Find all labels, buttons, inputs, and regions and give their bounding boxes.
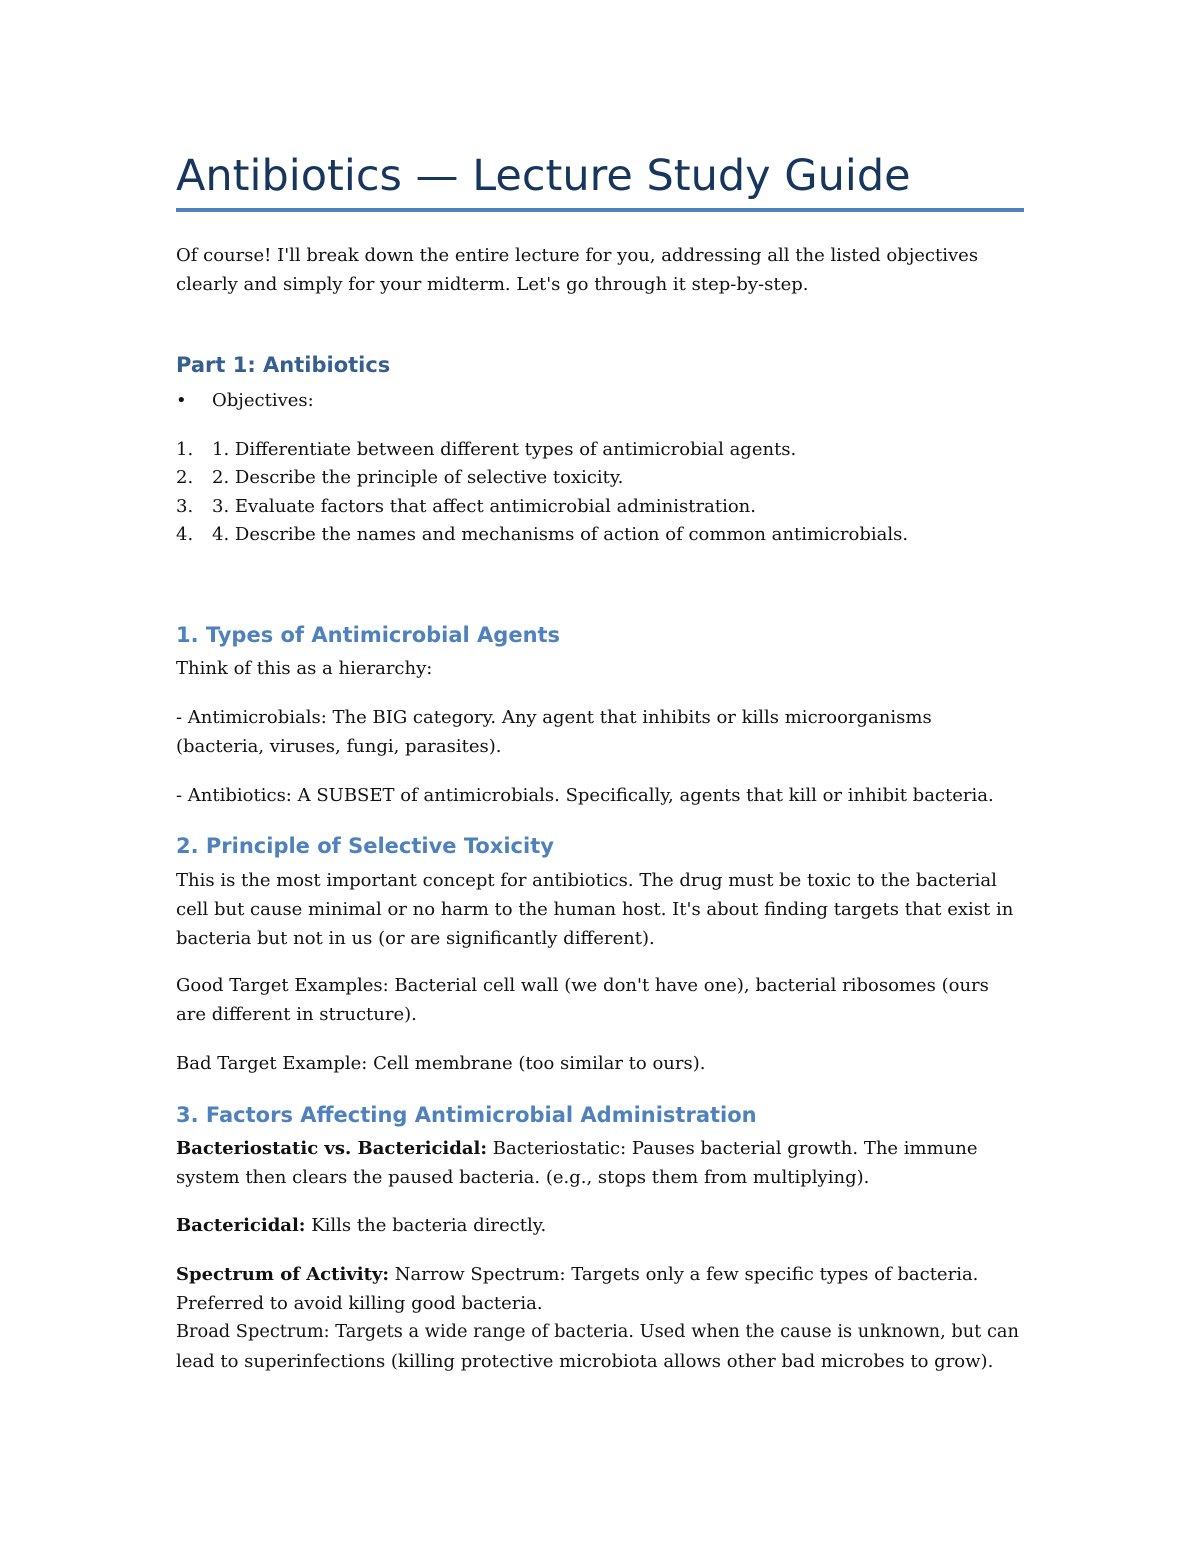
objective-text: 1. Differentiate between different types of antimicrobial agents. [212, 439, 797, 460]
objective-item [176, 492, 1026, 521]
paragraph-line: are different in structure). [176, 1004, 417, 1025]
selective-toxicity-paragraph [176, 866, 1026, 953]
term-description: Kills the bacteria directly. [305, 1215, 547, 1236]
title-underline [176, 208, 1024, 212]
bullet-icon: • [176, 390, 187, 411]
bad-target-paragraph [176, 1049, 1026, 1078]
section3-heading-block [176, 1100, 1026, 1130]
objective-text: 2. Describe the principle of selective toxicity. [212, 467, 624, 488]
objectives-label: Objectives: [212, 390, 314, 411]
paragraph-line [176, 1260, 1026, 1289]
list-number: 4. [176, 524, 194, 545]
term-description: Bacteriostatic: Pauses bacterial growth. The immune [487, 1138, 978, 1159]
paragraph-line: Preferred to avoid killing good bacteria. [176, 1293, 543, 1314]
document-title: Antibiotics — Lecture Study Guide [176, 151, 911, 201]
paragraph-line: - Antibiotics: A SUBSET of antimicrobials. Specifically, agents that kill or inhibit bacteria. [176, 785, 994, 806]
section1-intro [176, 654, 1026, 683]
section3-heading: 3. Factors Affecting Antimicrobial Administration [176, 1103, 757, 1127]
list-number: 3. [176, 496, 194, 517]
term-description: Narrow Spectrum: Targets only a few specific types of bacteria. [389, 1264, 979, 1285]
paragraph-line: system then clears the paused bacteria. (e.g., stops them from multiplying). [176, 1167, 870, 1188]
intro-paragraph [176, 241, 1026, 299]
antibiotics-definition [176, 781, 1026, 810]
part1-heading-block [176, 350, 1026, 380]
paragraph-line: Bad Target Example: Cell membrane (too similar to ours). [176, 1053, 706, 1074]
part1-heading: Part 1: Antibiotics [176, 353, 391, 377]
antimicrobials-definition [176, 703, 1026, 761]
paragraph-line: Think of this as a hierarchy: [176, 658, 433, 679]
objective-item [176, 463, 1026, 492]
section1-heading-block [176, 620, 1026, 650]
good-target-paragraph [176, 971, 1026, 1029]
paragraph-line [176, 1211, 1026, 1240]
objective-item [176, 435, 1026, 464]
bold-term: Spectrum of Activity: [176, 1264, 390, 1285]
paragraph-line: lead to superinfections (killing protective microbiota allows other bad microbes to grow). [176, 1351, 994, 1372]
paragraph-line: This is the most important concept for antibiotics. The drug must be toxic to the bacterial [176, 870, 997, 891]
paragraph-line: cell but cause minimal or no harm to the human host. It's about finding targets that exist in [176, 899, 1014, 920]
objective-text: 3. Evaluate factors that affect antimicrobial administration. [212, 496, 756, 517]
section2-heading: 2. Principle of Selective Toxicity [176, 834, 554, 858]
spectrum-paragraph [176, 1260, 1026, 1376]
paragraph-line: Good Target Examples: Bacterial cell wall (we don't have one), bacterial ribosomes (ours [176, 975, 989, 996]
bactericidal-paragraph [176, 1211, 1026, 1240]
list-number: 1. [176, 439, 194, 460]
section1-heading: 1. Types of Antimicrobial Agents [176, 623, 561, 647]
bacteriostatic-paragraph [176, 1134, 1026, 1192]
paragraph-line [176, 1134, 1026, 1163]
bold-term: Bacteriostatic vs. Bactericidal: [176, 1138, 488, 1159]
bold-term: Bactericidal: [176, 1215, 306, 1236]
section2-heading-block [176, 831, 1026, 861]
paragraph-line: bacteria but not in us (or are significantly different). [176, 928, 655, 949]
paragraph-line: Broad Spectrum: Targets a wide range of bacteria. Used when the cause is unknown, but can [176, 1322, 1019, 1342]
paragraph-line: (bacteria, viruses, fungi, parasites). [176, 736, 502, 757]
intro-line: Of course! I'll break down the entire lecture for you, addressing all the listed objectives [176, 245, 979, 266]
paragraph-line: - Antimicrobials: The BIG category. Any agent that inhibits or kills microorganisms [176, 707, 932, 728]
list-number: 2. [176, 467, 194, 488]
objective-item [176, 520, 1026, 549]
objective-text: 4. Describe the names and mechanisms of action of common antimicrobials. [212, 524, 909, 545]
objectives-bullet [176, 386, 1026, 415]
intro-line: clearly and simply for your midterm. Let's go through it step-by-step. [176, 274, 809, 295]
